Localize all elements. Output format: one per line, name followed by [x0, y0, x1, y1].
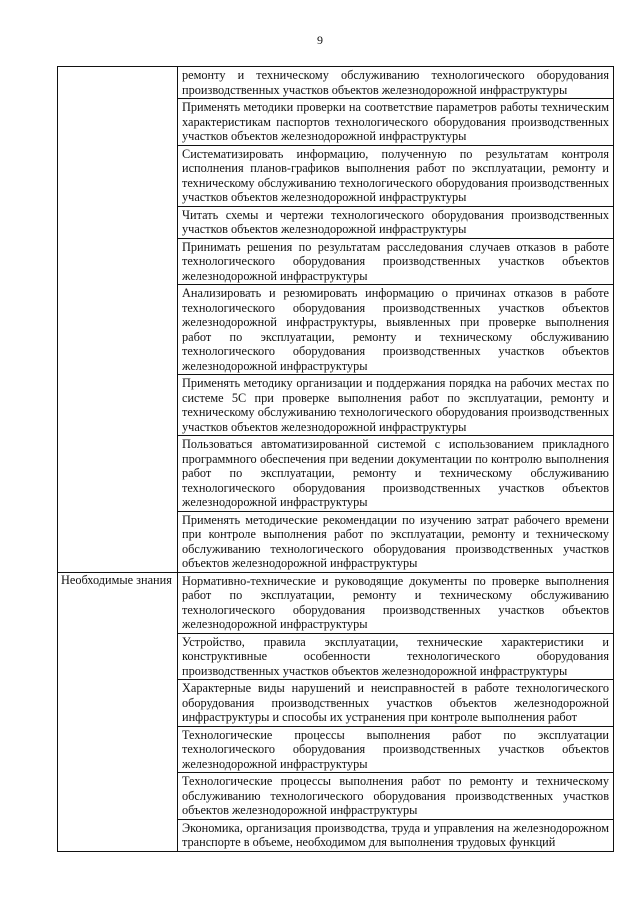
page-number: 9: [317, 33, 323, 47]
skill-item: Применять методику организации и поддержания порядка на рабочих местах по системе 5С при проверке выполнения работ по эксплуатации, ремонту и техническому обслуживанию технологического оборудования производственных участков объектов железнодорожной инфраструктуры: [178, 375, 614, 436]
knowledge-item: Устройство, правила эксплуатации, технические характеристики и конструктивные особенности технологического оборудования производственных участков объектов железнодорожной инфраструктуры: [178, 633, 614, 680]
knowledge-item: Характерные виды нарушений и неисправностей в работе технологического оборудования производственных участков объектов железнодорожной инфраструктуры и способы их устранения при контроле выполнения работ: [178, 680, 614, 727]
skills-label-cell: [58, 67, 178, 573]
skill-item: Читать схемы и чертежи технологического оборудования производственных участков объектов железнодорожной инфраструктуры: [178, 206, 614, 238]
skill-item: Принимать решения по результатам расследования случаев отказов в работе технологического оборудования производственных участков объектов железнодорожной инфраструктуры: [178, 238, 614, 285]
knowledge-item: Технологические процессы выполнения работ по ремонту и техническому обслуживанию технологического оборудования производственных участков объектов железнодорожной инфраструктуры: [178, 773, 614, 820]
skill-item: Пользоваться автоматизированной системой с использованием прикладного программного обеспечения при ведении документации по контролю выполнения работ по эксплуатации, ремонту и техническому обслуживанию технологического оборудования производственных участков объектов железнодорожной инфраструктуры: [178, 436, 614, 512]
knowledge-item: Нормативно-технические и руководящие документы по проверке выполнения работ по эксплуатации, ремонту и техническому обслуживанию технологического оборудования производственных участков объектов железнодорожной инфраструктуры: [178, 572, 614, 633]
skill-item: Систематизировать информацию, полученную по результатам контроля исполнения планов-графиков выполнения работ по эксплуатации, ремонту и техническому обслуживанию технологического оборудования производственных участков объектов железнодорожной инфраструктуры: [178, 145, 614, 206]
skill-item: Применять методики проверки на соответствие параметров работы техническим характеристикам паспортов технологического оборудования производственных участков объектов железнодорожной инфраструктуры: [178, 99, 614, 146]
table-row: [58, 67, 614, 99]
knowledge-item: Технологические процессы выполнения работ по эксплуатации технологического оборудования производственных участков объектов железнодорожной инфраструктуры: [178, 726, 614, 773]
skill-item: ремонту и техническому обслуживанию технологического оборудования производственных участков объектов железнодорожной инфраструктуры: [178, 67, 614, 99]
table-row: [58, 572, 614, 633]
skill-item: Применять методические рекомендации по изучению затрат рабочего времени при контроле выполнения работ по эксплуатации, ремонту и техническому обслуживанию технологического оборудования производственных участков объектов железнодорожной инфраструктуры: [178, 511, 614, 572]
knowledge-label: Необходимые знания: [58, 572, 178, 851]
requirements-table: [57, 66, 614, 852]
knowledge-item: Экономика, организация производства, труда и управления на железнодорожном транспорте в объеме, необходимом для выполнения трудовых функций: [178, 819, 614, 851]
skill-item: Анализировать и резюмировать информацию о причинах отказов в работе технологического оборудования производственных участков объектов железнодорожной инфраструктуры, выявленных при проверке выполнения работ по эксплуатации, ремонту и техническому обслуживанию технологического оборудования производственных участков объектов железнодорожной инфраструктуры: [178, 285, 614, 375]
